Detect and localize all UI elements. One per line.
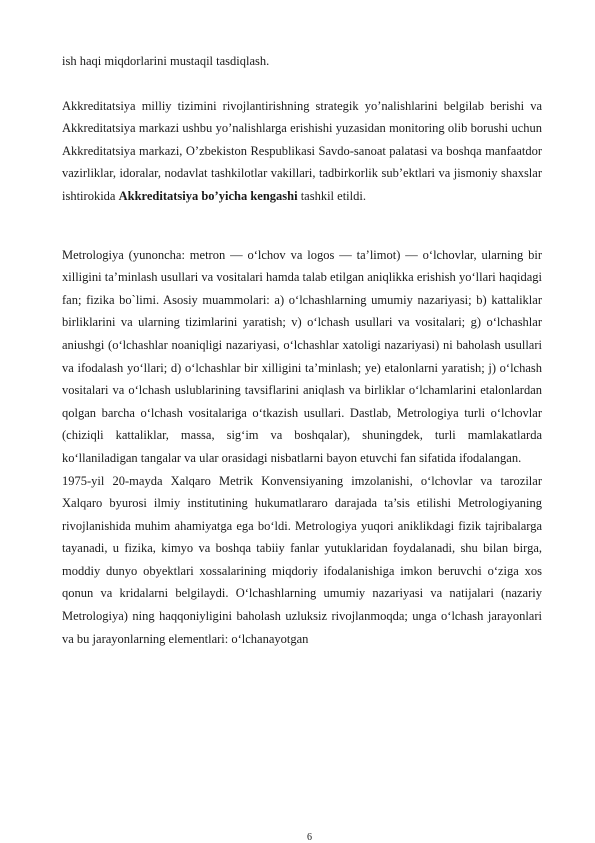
paragraph-accreditation-tail: tashkil etildi. xyxy=(297,188,366,203)
paragraph-continuation: ish haqi miqdorlarini mustaqil tasdiqlash. xyxy=(62,54,270,68)
paragraph-metrology-history: 1975-yil 20-mayda Xalqaro Metrik Konvensiyaning imzolanishi, o‘lchovlar va tarozilar Xalqaro byurosi ilmiy institutining hukumatlararo darajada ta’sis etilishi Metrologiyaning rivojlanishida muhim ahamiyatga ega bo‘ldi. Metrologiya yuqori aniklikdagi fizik tajribalarga tayanadi, u fizika, kimyo va boshqa tabiiy fanlar yutuklaridan foydalanadi, shu bilan birga, moddiy dunyo obyektlari xossalarining miqdoriy ifodalanishiga imkon beruvchi o‘ziga xos qonun va kridalarni belgilaydi. O‘lchashlarning umumiy nazariyasi va natijalari (nazariy Metrologiya) ning haqqoniyligini baholash uzluksiz rivojlanmoqda; unga o‘lchash jarayonlari va bu jarayonlarning elementlari: o‘lchanayotgan xyxy=(62,473,542,646)
paragraph-metrology-definition: Metrologiya (yunoncha: metron — o‘lchov va logos — ta’limot) — o‘lchovlar, ularning bir xilligini ta’minlash usullari va vositalari hamda talab etilgan aniqlikka erishish yo‘llari haqidagi fan; fizika bo`limi. Asosiy muammolari: a) o‘lchashlarning umumiy nazariyasi; b) kattaliklar birliklarini va ularning tizimlarini yaratish; v) o‘lchash usullari va vositalari; g) o‘lchashlar aniushgi (o‘lchashlar noaniqligi nazariyasi, o‘lchashlar xatoligi nazariyasi) ni baholash usullari va ifodalash yo‘llari; d) o‘lchashlar bir xilligini ta’minlash; ye) etalonlarni yaratish; j) o‘lchash vositalari va o‘lchash uslublarining tavsiflarini aniqlash va birliklar o‘lchamlarini etalonlardan qolgan barcha o‘lchash vositalariga o‘tkazish usullari. Dastlab, Metrologiya turli o‘lchovlar (chiziqli kattaliklar, massa, sig‘im va boshqalar), shuningdek, turli mamlakatlarda ko‘llaniladigan tangalar va ular orasidagi nisbatlarni bayon etuvchi fan sifatida ifodalangan. xyxy=(62,247,542,465)
document-page xyxy=(62,50,542,650)
paragraph-accreditation xyxy=(62,95,542,208)
accreditation-council-term: Akkreditatsiya bo’yicha kengashi xyxy=(118,188,298,203)
paragraph-accreditation-text: Akkreditatsiya milliy tizimini rivojlantirishning strategik yo’nalishlarini belgilab berishi va Akkreditatsiya markazi ushbu yo’nalishlarga erishishi yuzasidan monitoring olib borushi uchun Akkreditatsiya markazi, O’zbekiston Respublikasi Savdo-sanoat palatasi va boshqa manfaatdor vazirliklar, idoralar, nodavlat tashkilotlar vakillari, tadbirkorlik sub’ektlari va jismoniy shaxslar ishtirokida xyxy=(62,98,542,203)
paragraph-spacer xyxy=(62,208,542,244)
page-number: 6 xyxy=(307,832,312,843)
paragraph-spacer xyxy=(62,73,542,95)
